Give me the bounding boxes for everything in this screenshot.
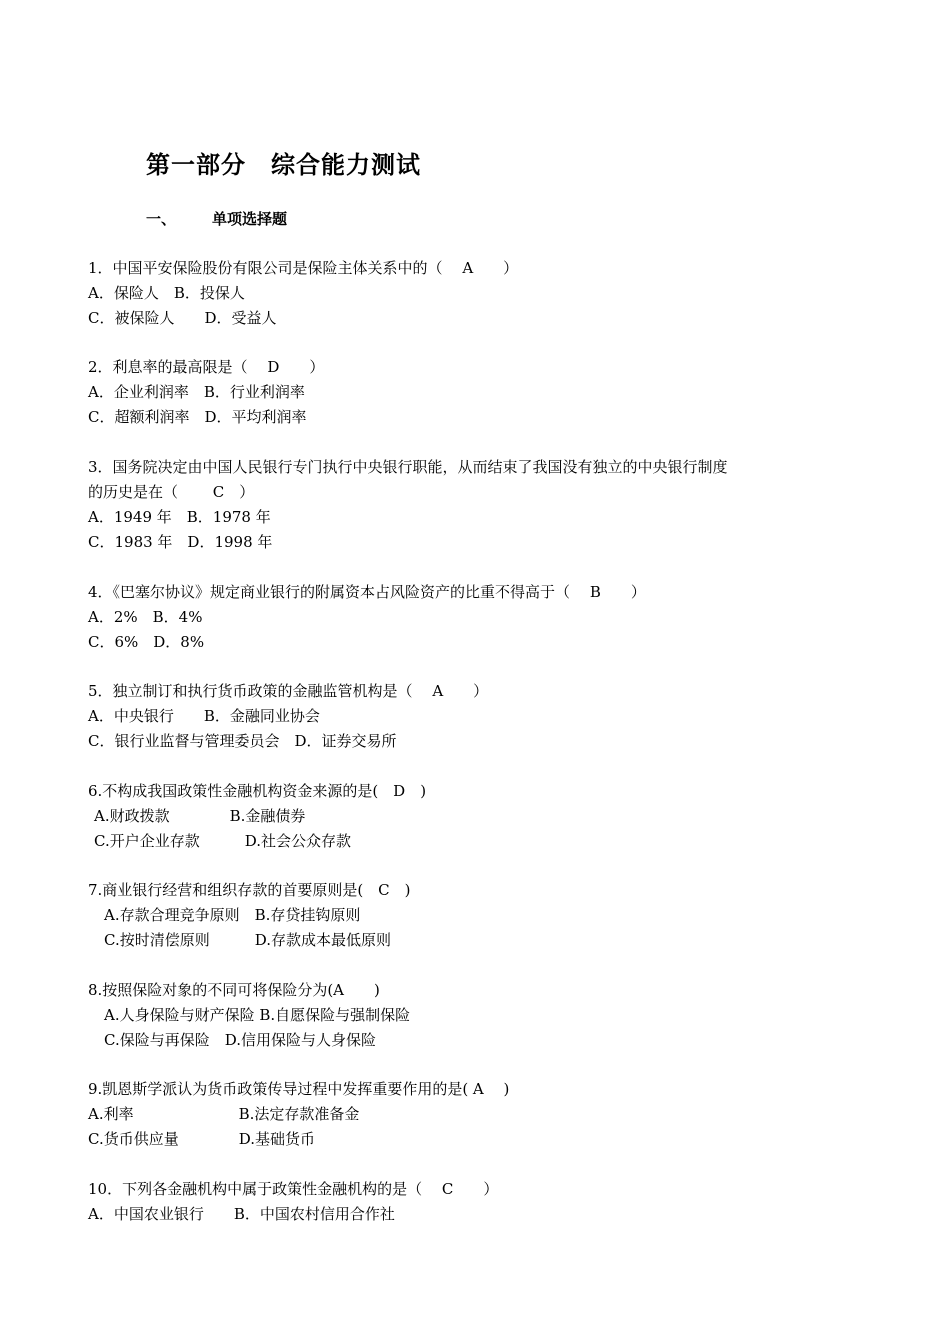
- section-label: 单项选择题: [212, 210, 288, 228]
- page-title: 第一部分 综合能力测试: [146, 151, 421, 179]
- question-options: C．1983 年 D．1998 年: [88, 533, 273, 551]
- question-stem: 的历史是在（ C ）: [88, 483, 255, 501]
- question-stem: 7.商业银行经营和组织存款的首要原则是( C ): [88, 881, 411, 899]
- question-options: A.利率 B.法定存款准备金: [88, 1105, 360, 1123]
- question-options: C.保险与再保险 D.信用保险与人身保险: [104, 1031, 376, 1049]
- question-options: A.人身保险与财产保险 B.自愿保险与强制保险: [104, 1006, 411, 1024]
- question-options: C．被保险人 D．受益人: [88, 309, 277, 327]
- question-1: [88, 256, 518, 331]
- question-options: C.按时清偿原则 D.存款成本最低原则: [104, 931, 391, 949]
- question-stem: 4．《巴塞尔协议》规定商业银行的附属资本占风险资产的比重不得高于（ B ）: [88, 583, 646, 601]
- section-heading: [146, 208, 287, 229]
- question-stem: 5．独立制订和执行货币政策的金融监管机构是（ A ）: [88, 682, 489, 700]
- question-options: A．中国农业银行 B．中国农村信用合作社: [88, 1205, 395, 1223]
- question-10: [88, 1177, 498, 1227]
- question-5: [88, 679, 488, 754]
- question-stem: 6.不构成我国政策性金融机构资金来源的是( D ): [88, 782, 427, 800]
- question-options: A.存款合理竞争原则 B.存贷挂钩原则: [104, 906, 361, 924]
- question-options: C．6% D．8%: [88, 633, 205, 651]
- question-options: A．中央银行 B．金融同业协会: [88, 707, 320, 725]
- question-stem: 2．利息率的最高限是（ D ）: [88, 358, 325, 376]
- question-options: A．保险人 B．投保人: [88, 284, 245, 302]
- question-8: [88, 978, 410, 1053]
- section-number: 一、: [146, 210, 177, 228]
- question-stem: 8.按照保险对象的不同可将保险分为(A ): [88, 981, 380, 999]
- question-9: [88, 1077, 509, 1152]
- question-options: C.货币供应量 D.基础货币: [88, 1130, 315, 1148]
- question-stem: 1．中国平安保险股份有限公司是保险主体关系中的（ A ）: [88, 259, 519, 277]
- question-options: A．企业利润率 B．行业利润率: [88, 383, 305, 401]
- question-options: C.开户企业存款 D.社会公众存款: [94, 832, 351, 850]
- question-3: [88, 455, 728, 555]
- question-options: A.财政拨款 B.金融债券: [94, 807, 306, 825]
- question-7: [88, 878, 411, 953]
- question-2: [88, 355, 324, 430]
- question-options: C．银行业监督与管理委员会 D．证券交易所: [88, 732, 397, 750]
- question-options: A．2% B．4%: [88, 608, 203, 626]
- question-stem: 10．下列各金融机构中属于政策性金融机构的是（ C ）: [88, 1180, 499, 1198]
- question-stem: 9.凯恩斯学派认为货币政策传导过程中发挥重要作用的是( A ): [88, 1080, 510, 1098]
- question-4: [88, 580, 646, 655]
- question-options: A．1949 年 B．1978 年: [88, 508, 271, 526]
- question-stem: 3．国务院决定由中国人民银行专门执行中央银行职能，从而结束了我国没有独立的中央银行制度: [88, 458, 728, 476]
- question-6: [88, 779, 426, 854]
- question-options: C．超额利润率 D．平均利润率: [88, 408, 307, 426]
